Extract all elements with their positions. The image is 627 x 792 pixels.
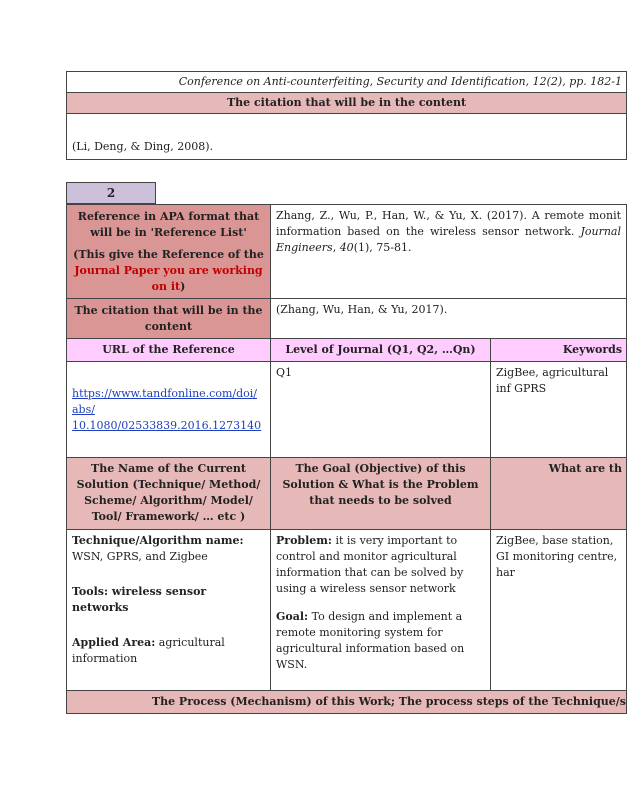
level-header: Level of Journal (Q1, Q2, …Qn) bbox=[271, 339, 491, 362]
citation-value: (Zhang, Wu, Han, & Yu, 2017). bbox=[271, 299, 627, 339]
keywords-header: Keywords bbox=[491, 339, 627, 362]
reference-continuation: Conference on Anti-counterfeiting, Security and Identification, 12(2), pp. 182-1 bbox=[67, 72, 627, 93]
solution-header: The Name of the Current Solution (Technique/ Method/ Scheme/ Algorithm/ Model/ Tool/ Framework/ … etc ) bbox=[67, 458, 271, 530]
url-header: URL of the Reference bbox=[67, 339, 271, 362]
keywords-value: ZigBee, agricultural inf GPRS bbox=[491, 362, 627, 458]
entry-number: 2 bbox=[66, 182, 156, 204]
citation-label: The citation that will be in the content bbox=[67, 299, 271, 339]
solution-cell: Technique/Algorithm name: WSN, GPRS, and Zigbee Tools: wireless sensor networks Applied Area: agricultural information bbox=[67, 530, 271, 691]
reference-link[interactable]: https://www.tandfonline.com/doi/ abs/ 10.1080/02533839.2016.1273140 bbox=[72, 386, 262, 432]
reference-value: Zhang, Z., Wu, P., Han, W., & Yu, X. (2017). A remote monit information based on the wireless sensor network. Journal Engineers, 40(1), 75-81. bbox=[271, 205, 627, 299]
entry-table bbox=[66, 204, 627, 714]
process-header: The Process (Mechanism) of this Work; The process steps of the Technique/s bbox=[67, 691, 627, 714]
goal-cell: Problem: it is very important to control and monitor agricultural information that can be solved by using a wireless sensor network Goal: To design and implement a remote monitoring system for agricultural information based on WSN. bbox=[271, 530, 491, 691]
components-value: ZigBee, base station, GI monitoring centre, har bbox=[491, 530, 627, 691]
components-header: What are th bbox=[491, 458, 627, 530]
previous-entry-table bbox=[66, 71, 627, 160]
goal-header: The Goal (Objective) of this Solution & What is the Problem that needs to be solved bbox=[271, 458, 491, 530]
url-cell bbox=[67, 362, 271, 458]
level-value: Q1 bbox=[271, 362, 491, 458]
citation-value: (Li, Deng, & Ding, 2008). bbox=[67, 114, 627, 160]
citation-header: The citation that will be in the content bbox=[67, 93, 627, 114]
reference-label: Reference in APA format that will be in 'Reference List' (This give the Reference of the Journal Paper you are working on it) bbox=[67, 205, 271, 299]
